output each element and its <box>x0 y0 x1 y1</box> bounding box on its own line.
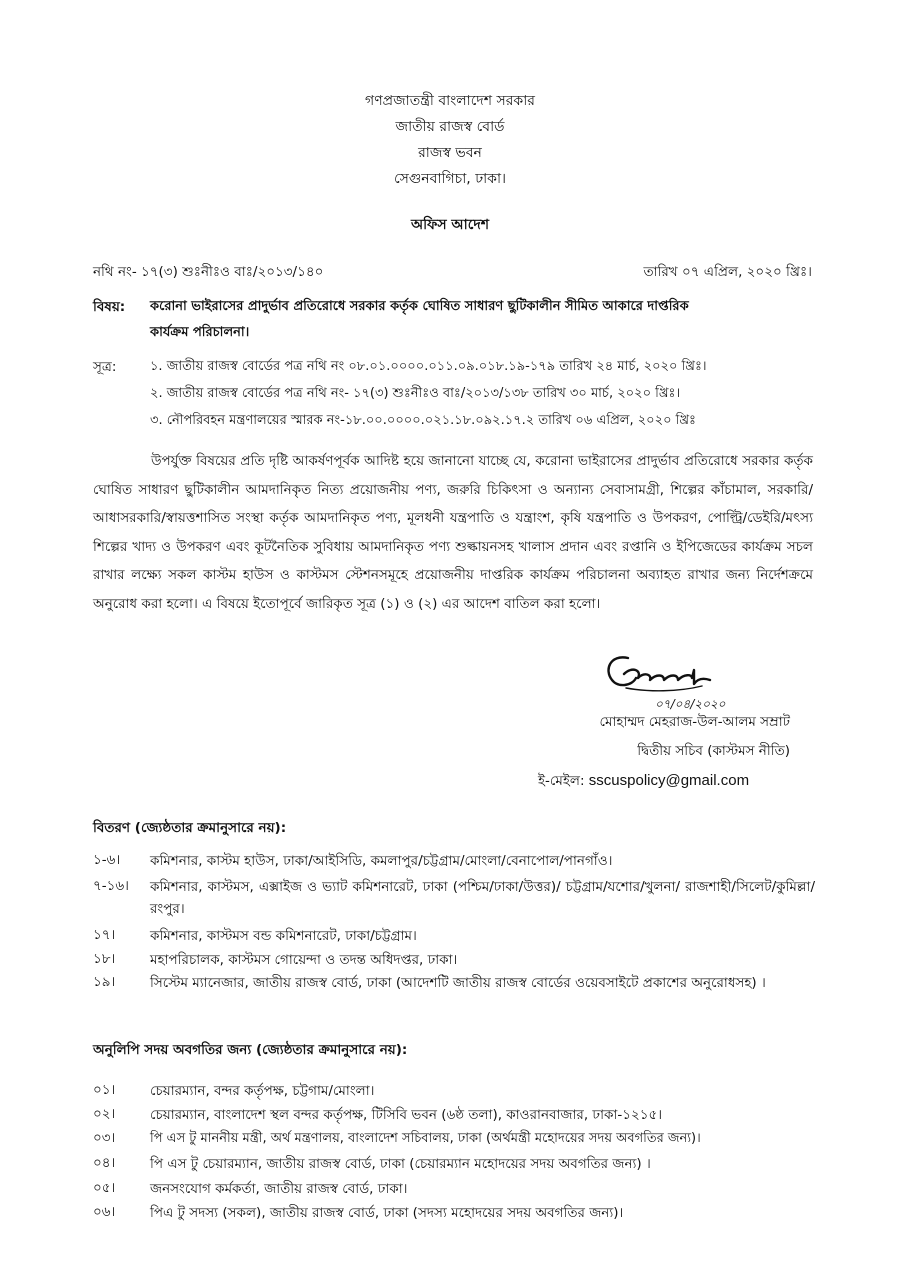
subject-line-1: করোনা ভাইরাসের প্রাদুর্ভাব প্রতিরোধে সরকার কর্তৃক ঘোষিত সাধারণ ছুটিকালীন সীমিত আকারে দাপ্তরিক <box>150 299 689 314</box>
distribution-item: সিস্টেম ম্যানেজার, জাতীয় রাজস্ব বোর্ড, ঢাকা (আদেশটি জাতীয় রাজস্ব বোর্ডের ওয়েবসাইটে প্রকাশের অনুরোধসহ) । <box>150 975 766 991</box>
distribution-number: ১-৬। <box>93 852 121 868</box>
distribution-number: ১৭। <box>93 927 116 943</box>
signature-date: ০৭/০৪/২০২০ <box>655 697 726 711</box>
copy-number: ০৫। <box>93 1180 116 1196</box>
document-title: অফিস আদেশ <box>410 217 490 233</box>
distribution-item: কমিশনার, কাস্টম হাউস, ঢাকা/আইসিডি, কমলাপুর/চট্টগ্রাম/মোংলা/বেনাপোল/পানগাঁও। <box>150 853 613 869</box>
reference-item: ২. জাতীয় রাজস্ব বোর্ডের পত্র নথি নং- ১৭(৩) শুঃনীঃও বাঃ/২০১৩/১৩৮ তারিখ ৩০ মার্চ, ২০২০ খ্রিঃ। <box>150 386 681 401</box>
distribution-number: ৭-১৬। <box>93 878 130 894</box>
distribution-number: ১৯। <box>93 974 116 990</box>
copy-number: ০৪। <box>93 1155 116 1171</box>
signatory-name: মোহাম্মদ মেহরাজ-উল-আলম সম্রাট <box>599 714 790 730</box>
header-address: সেগুনবাগিচা, ঢাকা। <box>393 171 507 187</box>
reference-item: ৩. নৌপরিবহন মন্ত্রণালয়ের স্মারক নং-১৮.০০.০০০০.০২১.১৮.০৯২.১৭.২ তারিখ ০৬ এপ্রিল, ২০২০ খ্রিঃ <box>150 413 696 428</box>
body-text: উপর্যুক্ত বিষয়ের প্রতি দৃষ্টি আকর্ষণপূর্বক আদিষ্ট হয়ে জানানো যাচ্ছে যে, করোনা ভাইরাসের প্রাদুর্ভাব প্রতিরোধে সরকার কর্তৃক ঘোষিত সাধারণ ছুটিকালীন আমদানিকৃত নিত্য প্রয়োজনীয় পণ্য, জরুরি চিকিৎসা ও অন্যান্য সেবাসামগ্রী, শিল্পের কাঁচামাল, সরকারি/আধাসরকারি/স্বায়ত্তশাসিত সংস্থা কর্তৃক আমদানিকৃত পণ্য, মূলধনী যন্ত্রপাতি ও যন্ত্রাংশ, কৃষি যন্ত্রপাতি ও উপকরণ, পোল্ট্রি/ডেইরি/মৎস্য শিল্পের খাদ্য ও উপকরণ এবং কূটনৈতিক সুবিধায় আমদানিকৃত পণ্য শুল্কায়নসহ খালাস প্রদান এবং রপ্তানি ও ইপিজেডের কার্যক্রম সচল রাখার লক্ষ্যে সকল কাস্টম হাউস ও কাস্টমস স্টেশনসমূহে প্রয়োজনীয় দাপ্তরিক কার্যক্রম পরিচালনা অব্যাহত রাখার জন্য নির্দেশক্রমে অনুরোধ করা হলো। এ বিষয়ে ইতোপূর্বে জারিকৃত সূত্র (১) ও (২) এর আদেশ বাতিল করা হলো। <box>93 453 813 612</box>
header-govt: গণপ্রজাতন্ত্রী বাংলাদেশ সরকার <box>365 93 535 109</box>
signature-image <box>598 648 718 698</box>
header-building: রাজস্ব ভবন <box>418 145 482 161</box>
header-nbr: জাতীয় রাজস্ব বোর্ড <box>395 119 505 135</box>
copies-heading: অনুলিপি সদয় অবগতির জন্য (জ্যেষ্ঠতার ক্রমানুসারে নয়): <box>93 1042 408 1058</box>
copy-number: ০২। <box>93 1106 116 1122</box>
email-line <box>538 771 749 791</box>
copy-item: চেয়ারম্যান, বাংলাদেশ স্থল বন্দর কর্তৃপক্ষ, টিসিবি ভবন (৬ষ্ঠ তলা), কাওরানবাজার, ঢাকা-১২১৫। <box>150 1107 663 1123</box>
distribution-heading: বিতরণ (জ্যেষ্ঠতার ক্রমানুসারে নয়): <box>93 820 287 836</box>
reference-item: ১. জাতীয় রাজস্ব বোর্ডের পত্র নথি নং ০৮.০১.০০০০.০১১.০৯.০১৮.১৯-১৭৯ তারিখ ২৪ মার্চ, ২০২০ খ্রিঃ। <box>150 359 707 374</box>
reference-label: সূত্র: <box>93 359 117 375</box>
copy-number: ০৩। <box>93 1130 116 1146</box>
copy-item: পি এস টু চেয়ারম্যান, জাতীয় রাজস্ব বোর্ড, ঢাকা (চেয়ারম্যান মহোদয়ের সদয় অবগতির জন্য) । <box>150 1156 651 1172</box>
issue-date: তারিখ ০৭ এপ্রিল, ২০২০ খ্রিঃ। <box>643 264 812 280</box>
file-number: নথি নং- ১৭(৩) শুঃনীঃও বাঃ/২০১৩/১৪০ <box>93 264 324 280</box>
subject-label: বিষয়: <box>93 299 126 315</box>
copy-number: ০১। <box>93 1082 116 1098</box>
copy-item: জনসংযোগ কর্মকর্তা, জাতীয় রাজস্ব বোর্ড, ঢাকা। <box>150 1181 408 1197</box>
copy-item: পি এস টু মাননীয় মন্ত্রী, অর্থ মন্ত্রণালয়, বাংলাদেশ সচিবালয়, ঢাকা (অর্থমন্ত্রী মহোদয়ের সদয় অবগতির জন্য)। <box>150 1131 701 1146</box>
copy-item: চেয়ারম্যান, বন্দর কর্তৃপক্ষ, চট্টগাম/মোংলা। <box>150 1083 375 1099</box>
distribution-item: কমিশনার, কাস্টমস, এক্সাইজ ও ভ্যাট কমিশনারেট, ঢাকা (পশ্চিম/ঢাকা/উত্তর)/ চট্টগ্রাম/যশোর/খুলনা/ রাজশাহী/সিলেট/কুমিল্লা/রংপুর। <box>150 879 815 917</box>
copy-number: ০৬। <box>93 1204 116 1220</box>
distribution-item: মহাপরিচালক, কাস্টমস গোয়েন্দা ও তদন্ত অধিদপ্তর, ঢাকা। <box>150 952 458 968</box>
email-address: sscuspolicy@gmail.com <box>588 772 750 789</box>
email-label: ই-মেইল: <box>538 773 585 789</box>
subject-line-2: কার্যক্রম পরিচালনা। <box>150 325 250 340</box>
distribution-item: কমিশনার, কাস্টমস বন্ড কমিশনারেট, ঢাকা/চট্টগ্রাম। <box>150 928 417 944</box>
distribution-number: ১৮। <box>93 951 116 967</box>
copy-item: পিএ টু সদস্য (সকল), জাতীয় রাজস্ব বোর্ড, ঢাকা (সদস্য মহোদয়ের সদয় অবগতির জন্য)। <box>150 1205 624 1221</box>
body-paragraph <box>93 447 813 618</box>
signatory-designation: দ্বিতীয় সচিব (কাস্টমস নীতি) <box>637 743 790 759</box>
